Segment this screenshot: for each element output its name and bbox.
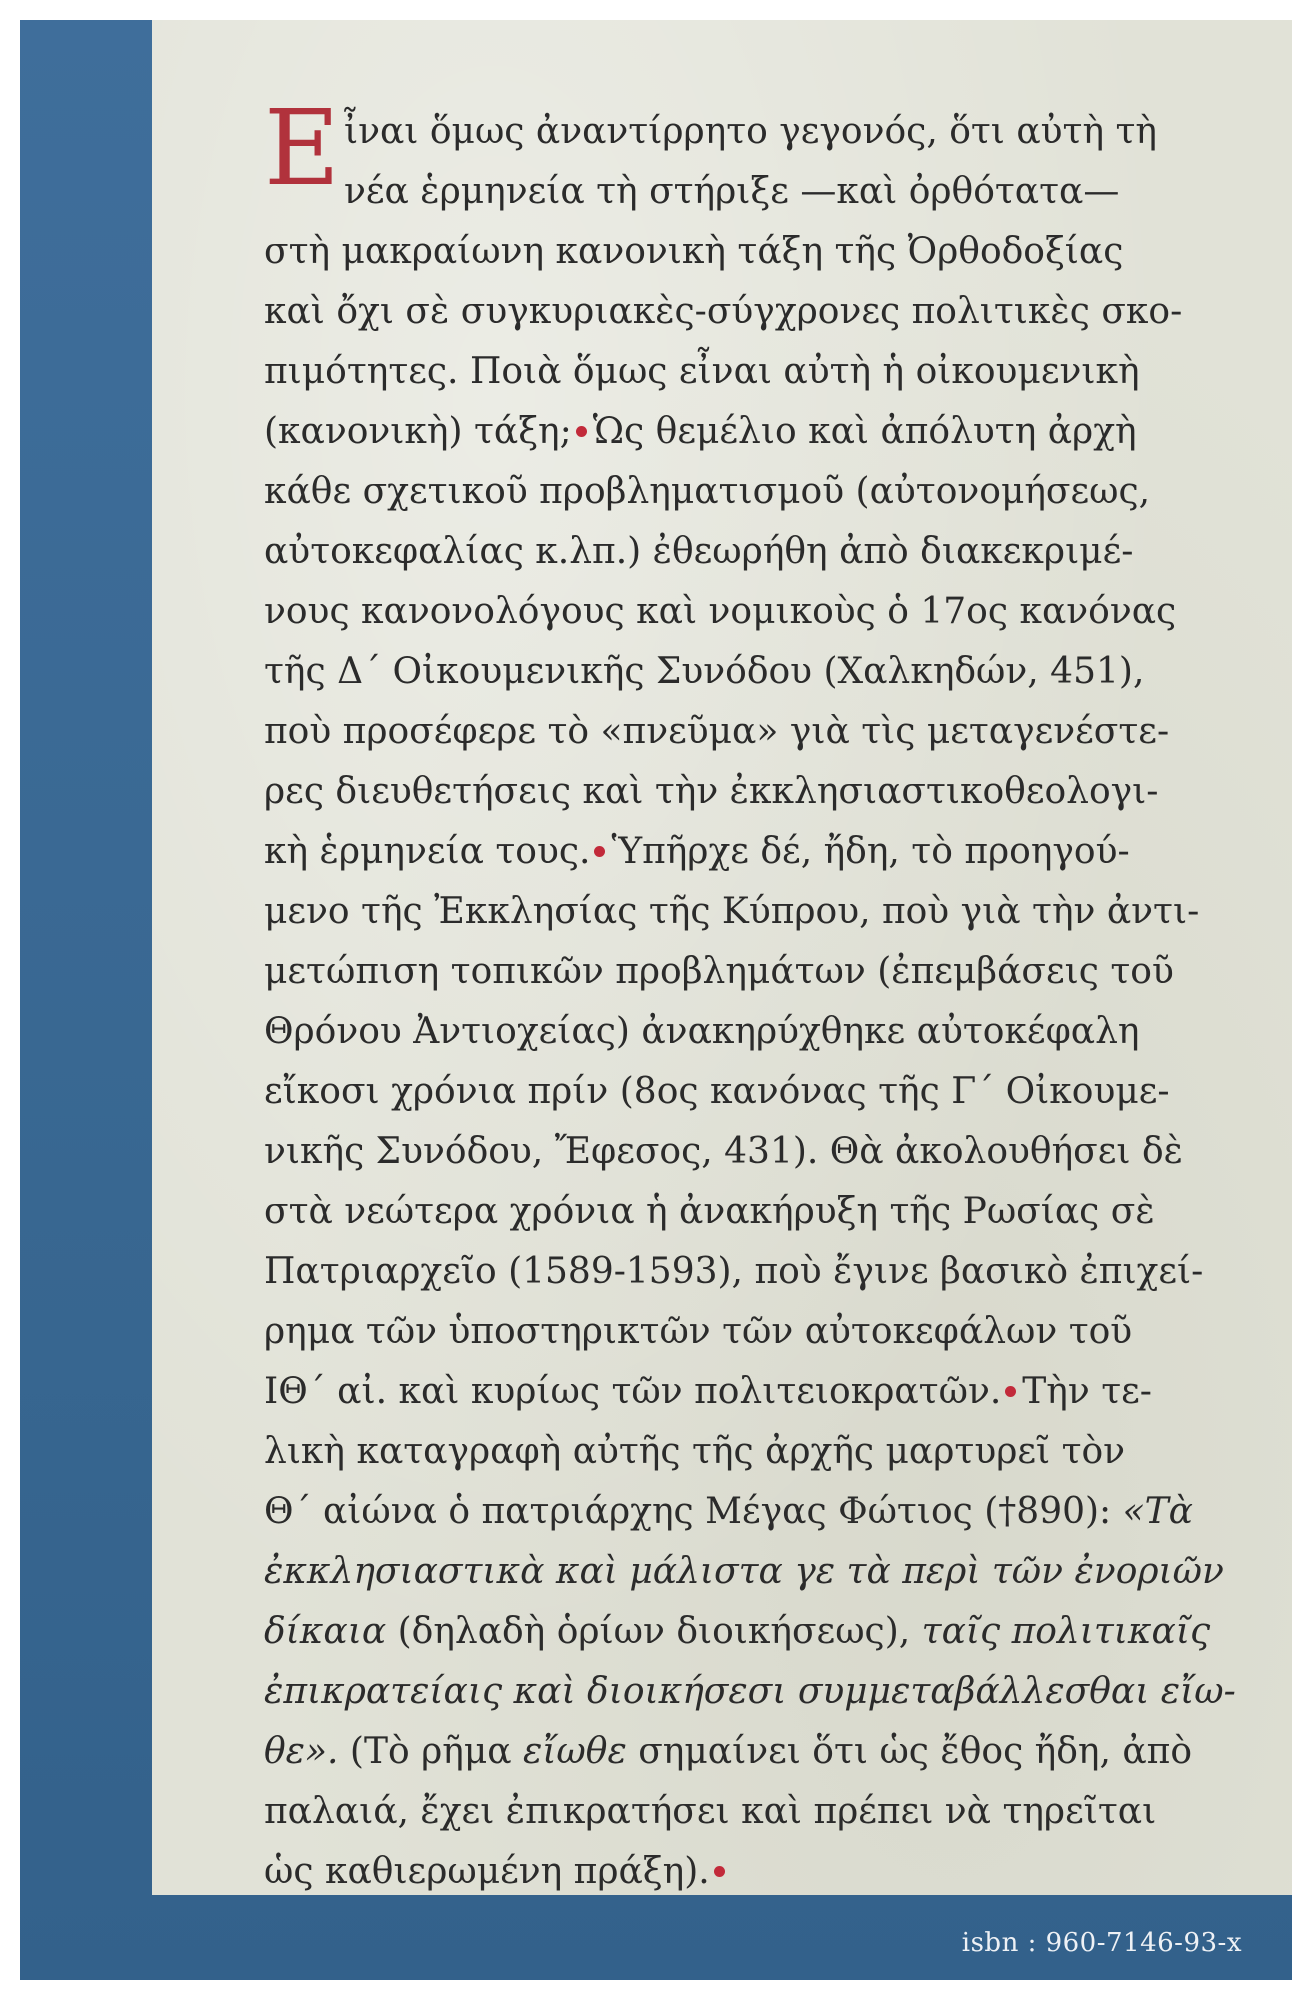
text-segment: ἶναι ὅμως ἀναντίρρητο γεγονός, ὅτι αὐτὴ τὴ bbox=[344, 111, 1157, 152]
text-line bbox=[264, 1242, 1203, 1302]
drop-cap: E bbox=[264, 87, 340, 209]
text-line bbox=[264, 402, 1137, 462]
text-line bbox=[264, 1182, 1155, 1242]
text-line bbox=[264, 1482, 1193, 1542]
text-line bbox=[264, 1602, 1210, 1662]
text-line bbox=[264, 1002, 1139, 1062]
bullet-marker bbox=[714, 1866, 725, 1877]
text-line bbox=[264, 1542, 1224, 1602]
text-line bbox=[264, 642, 1144, 702]
text-line bbox=[264, 882, 1199, 942]
text-line bbox=[344, 162, 1119, 222]
text-line bbox=[264, 1122, 1183, 1182]
bullet-marker bbox=[1005, 1386, 1016, 1397]
text-line bbox=[264, 282, 1182, 342]
text-segment: μετώπιση τοπικῶν προβλημάτων (ἐπεμβάσεις τοῦ bbox=[264, 951, 1174, 992]
text-line bbox=[264, 762, 1158, 822]
text-line bbox=[264, 1722, 1192, 1782]
bullet-marker bbox=[576, 426, 587, 437]
isbn-label: isbn : 960-7146-93-x bbox=[961, 1928, 1242, 1958]
text-line bbox=[264, 1302, 1132, 1362]
text-segment: ρες διευθετήσεις καὶ τὴν ἐκκλησιαστικοθεολογι- bbox=[264, 771, 1159, 812]
text-segment: Πατριαρχεῖο (1589-1593), ποὺ ἔγινε βασικὸ ἐπιχεί- bbox=[264, 1251, 1204, 1292]
text-segment: ΙΘ΄ αἰ. καὶ κυρίως τῶν πολιτειοκρατῶν. bbox=[264, 1371, 1002, 1412]
text-segment: ρημα τῶν ὑποστηρικτῶν τῶν αὐτοκεφάλων τοῦ bbox=[264, 1311, 1133, 1352]
text-segment: αὐτοκεφαλίας κ.λπ.) ἐθεωρήθη ἀπὸ διακεκριμέ- bbox=[264, 531, 1134, 572]
text-segment: κάθε σχετικοῦ προβληματισμοῦ (αὐτονομήσεως, bbox=[264, 471, 1151, 512]
text-line bbox=[264, 1662, 1236, 1722]
text-line bbox=[264, 222, 1123, 282]
text-segment: παλαιά, ἔχει ἐπικρατήσει καὶ πρέπει νὰ τηρεῖται bbox=[264, 1791, 1157, 1832]
text-segment: Ὑπῆρχε δέ, ἤδη, τὸ προηγού- bbox=[611, 831, 1130, 872]
text-line bbox=[264, 822, 1130, 882]
text-line bbox=[264, 1782, 1156, 1842]
text-segment: κὴ ἑρμηνεία τους. bbox=[264, 831, 591, 872]
text-segment: νους κανονολόγους καὶ νομικοὺς ὁ 17ος κανόνας bbox=[264, 591, 1177, 632]
book-back-cover bbox=[20, 20, 1292, 1980]
text-line bbox=[264, 522, 1133, 582]
text-segment: ὡς καθιερωμένη πράξη). bbox=[264, 1851, 710, 1892]
text-segment: στὴ μακραίωνη κανονικὴ τάξη τῆς Ὀρθοδοξίας bbox=[264, 231, 1124, 272]
text-segment: (δηλαδὴ ὁρίων διοικήσεως), bbox=[397, 1611, 911, 1652]
text-segment: (κανονικὴ) τάξη; bbox=[264, 411, 572, 452]
quote-segment: εἴωθε bbox=[523, 1731, 627, 1772]
text-segment: πιμότητες. Ποιὰ ὅμως εἶναι αὐτὴ ἡ οἰκουμενικὴ bbox=[264, 351, 1140, 392]
bullet-marker bbox=[594, 846, 605, 857]
text-segment: καὶ ὄχι σὲ συγκυριακὲς-σύγχρονες πολιτικὲς σκο- bbox=[264, 291, 1183, 332]
text-line bbox=[264, 342, 1140, 402]
text-segment: Τὴν τε- bbox=[1022, 1371, 1152, 1412]
text-line bbox=[264, 1842, 731, 1902]
text-segment: νικῆς Συνόδου, Ἔφεσος, 431). Θὰ ἀκολουθήσει δὲ bbox=[264, 1131, 1183, 1172]
text-line bbox=[264, 462, 1150, 522]
text-panel bbox=[152, 20, 1292, 1895]
text-line bbox=[344, 102, 1157, 162]
text-line bbox=[264, 1062, 1170, 1122]
quote-segment: ταῖς πολιτικαῖς bbox=[921, 1611, 1211, 1652]
text-segment: λικὴ καταγραφὴ αὐτῆς τῆς ἀρχῆς μαρτυρεῖ τὸν bbox=[264, 1431, 1126, 1472]
text-line bbox=[264, 702, 1169, 762]
text-segment: (Τὸ ρῆμα bbox=[349, 1731, 512, 1772]
text-segment: στὰ νεώτερα χρόνια ἡ ἀνακήρυξη τῆς Ρωσίας σὲ bbox=[264, 1191, 1155, 1232]
text-segment: Ὡς θεμέλιο καὶ ἀπόλυτη ἀρχὴ bbox=[592, 411, 1137, 452]
quote-segment: ἐπικρατείαις καὶ διοικήσεσι συμμεταβάλλεσθαι εἴω- bbox=[264, 1671, 1236, 1712]
text-segment: μενο τῆς Ἐκκλησίας τῆς Κύπρου, ποὺ γιὰ τὴν ἀντι- bbox=[264, 891, 1200, 932]
text-line bbox=[264, 1422, 1125, 1482]
text-line bbox=[264, 1362, 1152, 1422]
text-line bbox=[264, 942, 1174, 1002]
text-segment: νέα ἑρμηνεία τὴ στήριξε —καὶ ὀρθότατα— bbox=[344, 171, 1120, 212]
text-segment: τῆς Δ΄ Οἰκουμενικῆς Συνόδου (Χαλκηδών, 451), bbox=[264, 651, 1145, 692]
quote-segment: ἐκκλησιαστικὰ καὶ μάλιστα γε τὰ περὶ τῶν ἐνοριῶν bbox=[264, 1551, 1224, 1592]
quote-segment: δίκαια bbox=[264, 1611, 387, 1652]
text-segment: Θ΄ αἰώνα ὁ πατριάρχης Μέγας Φώτιος (†890): bbox=[264, 1491, 1112, 1532]
text-segment: εἴκοσι χρόνια πρίν (8ος κανόνας τῆς Γ΄ Οἰκουμε- bbox=[264, 1071, 1170, 1112]
text-segment: ποὺ προσέφερε τὸ «πνεῦμα» γιὰ τὶς μεταγενέστε- bbox=[264, 711, 1170, 752]
text-line bbox=[264, 582, 1176, 642]
quote-segment: θε». bbox=[264, 1731, 339, 1772]
text-segment: Θρόνου Ἀντιοχείας) ἀνακηρύχθηκε αὐτοκέφαλη bbox=[264, 1011, 1140, 1052]
text-segment: σημαίνει ὅτι ὡς ἔθος ἤδη, ἀπὸ bbox=[638, 1731, 1193, 1772]
quote-segment: «Τὰ bbox=[1122, 1491, 1193, 1532]
